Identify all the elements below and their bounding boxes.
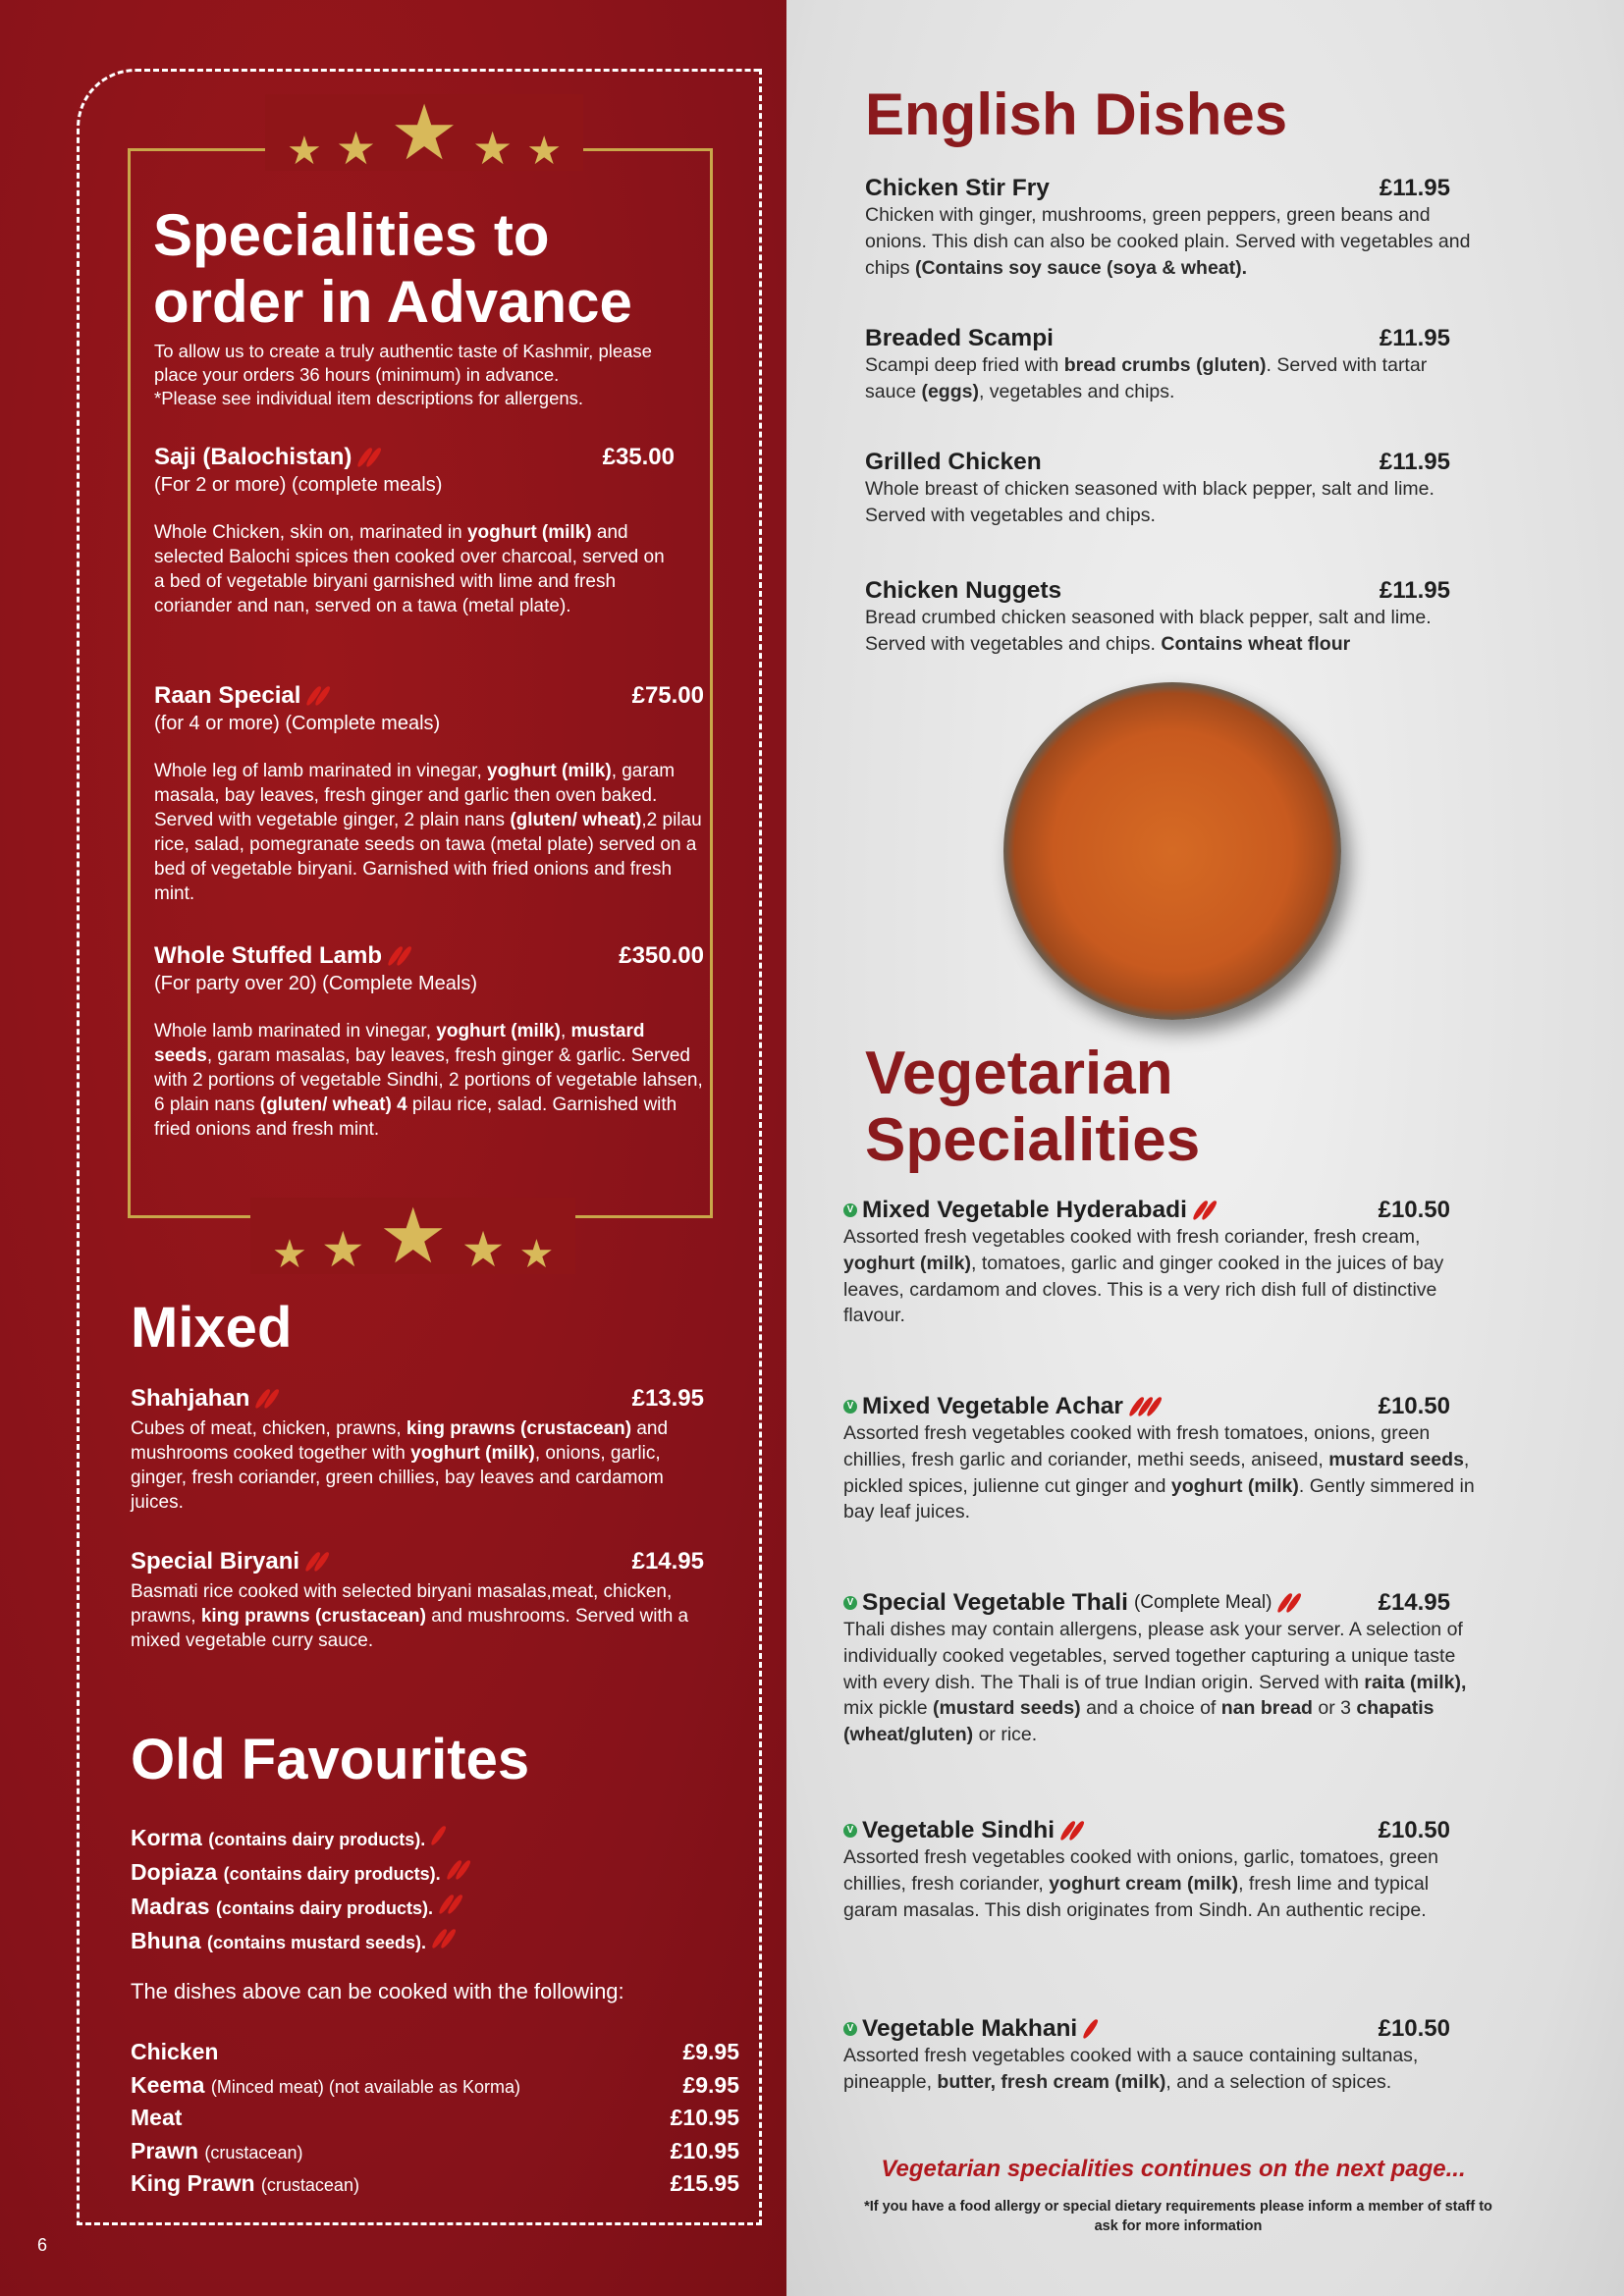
star-icon: ★	[272, 1233, 307, 1276]
chilli-rating	[1131, 1397, 1158, 1416]
specialities-intro	[154, 340, 652, 410]
menu-item	[131, 1385, 704, 1515]
item-description	[865, 202, 1476, 281]
allergen-text: yoghurt (milk)	[487, 761, 612, 781]
description-text: , onions, garlic, ginger, fresh coriander, green chillies, bay leaves and cardamom juices.	[131, 1443, 664, 1513]
allergy-footnote: *If you have a food allergy or special dietary requirements please inform a member of staff to ask for more information	[864, 2199, 1492, 2234]
chilli-rating	[1085, 2019, 1094, 2039]
description-text: , vegetables and chips.	[978, 380, 1175, 402]
option-name: Meat	[131, 2105, 183, 2130]
allergen-text: mustard seeds	[1328, 1448, 1464, 1470]
item-name-row	[154, 682, 704, 710]
option-label	[131, 2167, 359, 2203]
item-name-row	[131, 1385, 704, 1413]
star-icon: ★	[460, 1222, 506, 1277]
description-text: , garam masalas, bay leaves, fresh ginger & garlic. Served with 2 portions of vegetable Sindhi, 2 portions of vegetable lahsen, 6 plain nans	[154, 1045, 703, 1115]
item-name: Mixed Vegetable Hyderabadi	[862, 1197, 1187, 1223]
description-text: , pickled spices, julienne cut ginger and	[843, 1448, 1470, 1497]
option-price: £9.95	[682, 2071, 739, 2098]
option-note: (crustacean)	[204, 2142, 303, 2163]
menu-item	[865, 175, 1476, 281]
chilli-rating	[1062, 1821, 1080, 1841]
item-description	[154, 1019, 704, 1142]
description-text: ,2 pilau rice, salad, pomegranate seeds on tawa (metal plate) served on a bed of vegetable biryani. Garnished with fried onions and fresh mint.	[154, 810, 702, 904]
old-favourites-list	[131, 1822, 466, 1959]
item-name-row	[865, 577, 1476, 605]
item-name-row	[865, 175, 1476, 202]
item-name-row	[843, 1393, 1476, 1420]
description-text: Scampi deep fried with	[865, 354, 1064, 376]
description-text: Thali dishes may contain allergens, please ask your server. A selection of individually cooked vegetables, served together capturing a unique taste with every dish. The Thali is of true Indian origin. Served with	[843, 1619, 1463, 1693]
chilli-rating	[390, 946, 407, 966]
description-text: Basmati rice cooked with selected biryani masalas,meat, chicken, prawns,	[131, 1581, 673, 1627]
dish-name: Bhuna	[131, 1928, 201, 1953]
allergen-text: king prawns (crustacean)	[200, 1606, 426, 1627]
description-text: and selected Balochi spices then cooked over charcoal, served on a bed of vegetable biryani garnished with lime and fresh coriander and nan, served on a tawa (metal plate).	[154, 522, 665, 616]
item-name-row	[154, 444, 675, 471]
menu-item	[843, 1197, 1476, 1329]
item-description	[865, 352, 1476, 405]
chilli-rating	[359, 448, 377, 467]
item-price: £350.00	[619, 942, 704, 969]
chilli-icon	[429, 1825, 448, 1845]
description-text: Assorted fresh vegetables cooked with fresh coriander, fresh cream,	[843, 1226, 1421, 1248]
option-label	[131, 2036, 218, 2069]
item-name-row	[865, 325, 1476, 352]
item-name-row	[843, 1817, 1476, 1844]
item-price: £75.00	[631, 682, 704, 709]
allergen-text: (mustard seeds)	[933, 1697, 1081, 1720]
description-text: mix pickle	[843, 1697, 934, 1720]
dish-note: (contains mustard seeds).	[206, 1933, 427, 1952]
options-intro: The dishes above can be cooked with the following:	[131, 1979, 624, 2003]
chilli-rating	[307, 1552, 325, 1572]
item-note: (for 4 or more) (Complete meals)	[154, 713, 441, 734]
option-price: £10.95	[670, 2137, 739, 2163]
favourite-dish	[131, 1925, 466, 1959]
protein-option	[131, 2135, 739, 2170]
dish-name: Madras	[131, 1894, 210, 1919]
description-text: Assorted fresh vegetables cooked with fresh tomatoes, onions, green chillies, fresh garlic and coriander, methi seeds, aniseed,	[843, 1422, 1431, 1470]
old-favourites-heading: Old Favourites	[131, 1728, 530, 1791]
item-price: £14.95	[1378, 1589, 1450, 1616]
item-name-row	[154, 942, 704, 970]
item-description	[843, 1420, 1476, 1525]
item-note: (For party over 20) (Complete Meals)	[154, 973, 477, 994]
top-stars	[265, 89, 583, 176]
menu-item	[865, 577, 1476, 658]
item-name: Breaded Scampi	[865, 325, 1054, 351]
vegetarian-badge-icon: V	[843, 1203, 857, 1217]
vegetarian-badge-icon: V	[843, 1824, 857, 1838]
menu-item	[865, 449, 1476, 529]
allergen-text: raita (milk),	[1364, 1671, 1467, 1693]
item-name: Chicken Nuggets	[865, 577, 1062, 604]
item-name: Saji (Balochistan)	[154, 444, 352, 470]
allergen-text: yoghurt (milk)	[466, 522, 592, 543]
english-heading: English Dishes	[865, 81, 1288, 147]
vegetarian-badge-icon: V	[843, 2022, 857, 2036]
item-description	[154, 759, 704, 906]
option-label	[131, 2102, 182, 2135]
star-icon: ★	[390, 89, 460, 176]
item-description	[865, 476, 1476, 529]
allergen-text: (gluten/ wheat)	[510, 810, 642, 830]
menu-item	[843, 1817, 1476, 1923]
title-line: Specialities to	[153, 202, 550, 268]
menu-item	[843, 1393, 1476, 1525]
intro-line: *Please see individual item descriptions for allergens.	[154, 388, 584, 408]
item-description	[131, 1579, 704, 1653]
favourite-dish	[131, 1856, 466, 1891]
item-price: £11.95	[1379, 577, 1450, 604]
item-price: £10.50	[1378, 1197, 1450, 1223]
intro-line: To allow us to create a truly authentic taste of Kashmir, please	[154, 341, 652, 361]
description-text: and a choice of	[1080, 1697, 1221, 1720]
description-text: , tomatoes, garlic and ginger cooked in the juices of bay leaves, cardamom and cloves. This is a very rich dish full of distinctive flavour.	[843, 1252, 1444, 1327]
option-price: £15.95	[670, 2170, 739, 2196]
item-description	[843, 1224, 1476, 1329]
item-description	[843, 1844, 1476, 1923]
star-icon: ★	[378, 1193, 448, 1279]
continues-note: Vegetarian specialities continues on the next page...	[881, 2156, 1466, 2182]
item-name: Shahjahan	[131, 1385, 250, 1412]
favourite-dish	[131, 1822, 466, 1856]
description-text: Assorted fresh vegetables cooked with onions, garlic, tomatoes, green chillies, fresh coriander,	[843, 1846, 1438, 1895]
chilli-rating	[308, 686, 326, 706]
item-name-row	[843, 1197, 1476, 1224]
allergen-text: chapatis (wheat/gluten)	[843, 1697, 1435, 1746]
option-name: Chicken	[131, 2039, 219, 2064]
title-line: order in Advance	[153, 269, 632, 335]
allergen-text: bread crumbs (gluten)	[1063, 354, 1267, 376]
chilli-rating	[441, 1895, 459, 1914]
allergen-text: king prawns (crustacean)	[406, 1418, 632, 1439]
star-icon: ★	[287, 130, 322, 173]
allergen-text: (gluten/ wheat) 4	[259, 1095, 407, 1115]
item-name: Mixed Vegetable Achar	[862, 1393, 1123, 1419]
item-price: £11.95	[1379, 325, 1450, 351]
item-name-row	[131, 1548, 704, 1575]
title-line: Specialities	[865, 1106, 1201, 1174]
description-text: . Gently simmered in bay leaf juices.	[843, 1474, 1475, 1523]
star-icon: ★	[335, 123, 377, 174]
item-name-row	[843, 1589, 1476, 1617]
allergen-text: yoghurt cream (milk)	[1049, 1872, 1239, 1895]
chilli-rating	[1195, 1201, 1213, 1220]
mixed-heading: Mixed	[131, 1296, 293, 1360]
description-text: pilau rice, salad. Garnished with fried onions and fresh mint.	[154, 1095, 677, 1140]
menu-item	[154, 444, 675, 618]
allergen-text: (Contains soy sauce (soya & wheat).	[914, 256, 1248, 279]
item-price: £14.95	[631, 1548, 704, 1575]
description-text: and mushrooms. Served with a mixed vegetable curry sauce.	[131, 1606, 689, 1651]
option-label	[131, 2135, 302, 2170]
item-name: Vegetable Makhani	[862, 2015, 1078, 2042]
item-description	[131, 1416, 704, 1515]
intro-line: place your orders 36 hours (minimum) in advance.	[154, 364, 560, 385]
item-price: £10.50	[1378, 1393, 1450, 1419]
option-note: (Minced meat) (not available as Korma)	[210, 2076, 520, 2097]
option-price: £9.95	[682, 2039, 739, 2064]
item-description	[154, 520, 675, 618]
description-text: or rice.	[973, 1724, 1038, 1746]
description-text: Chicken with ginger, mushrooms, green peppers, green beans and onions. This dish can also be cooked plain. Served with vegetables and chips	[865, 204, 1471, 279]
dish-note: (contains dairy products).	[223, 1864, 441, 1884]
description-text: , fresh lime and typical garam masalas. This dish originates from Sindh. An authentic recipe.	[843, 1872, 1430, 1921]
vegetarian-badge-icon: V	[843, 1400, 857, 1414]
item-price: £10.50	[1378, 1817, 1450, 1843]
left-panel	[0, 0, 786, 2296]
item-description	[865, 605, 1476, 658]
allergen-text: mustard seeds	[154, 1021, 645, 1066]
item-name-row	[865, 449, 1476, 476]
item-name: Special Vegetable Thali	[862, 1589, 1128, 1616]
protein-option	[131, 2069, 739, 2105]
description-text: , and a selection of spices.	[1165, 2070, 1392, 2093]
description-text: ,	[560, 1021, 571, 1041]
description-text: Cubes of meat, chicken, prawns,	[131, 1418, 406, 1439]
item-name: Vegetable Sindhi	[862, 1817, 1056, 1843]
description-text: Bread crumbed chicken seasoned with black pepper, salt and lime. Served with vegetables and chips.	[865, 607, 1432, 655]
specialities-title	[153, 202, 632, 336]
menu-item	[843, 2015, 1476, 2096]
allergen-text: butter, fresh cream (milk)	[937, 2070, 1166, 2093]
allergen-text: yoghurt (milk)	[436, 1021, 561, 1041]
chilli-rating	[257, 1389, 275, 1409]
allergen-text: yoghurt (milk)	[843, 1252, 971, 1274]
option-label	[131, 2069, 520, 2105]
option-name: Keema	[131, 2071, 205, 2098]
title-line: Vegetarian	[865, 1040, 1173, 1107]
description-text: Whole Chicken, skin on, marinated in	[154, 522, 467, 543]
option-name: King Prawn	[131, 2170, 255, 2196]
item-name: Grilled Chicken	[865, 449, 1042, 475]
page-number: 6	[37, 2235, 48, 2255]
allergen-text: (eggs)	[921, 380, 979, 402]
description-text: and mushrooms cooked together with	[131, 1418, 669, 1464]
description-text: , garam masala, bay leaves, fresh ginger and garlic then oven baked. Served with vegetable ginger, 2 plain nans	[154, 761, 676, 830]
description-text: Assorted fresh vegetables cooked with a sauce containing sultanas, pineapple,	[843, 2045, 1419, 2093]
chilli-rating	[1279, 1593, 1297, 1613]
item-name-row	[843, 2015, 1476, 2043]
chilli-rating	[434, 1929, 452, 1949]
dish-note: (contains dairy products).	[208, 1830, 426, 1849]
item-description	[843, 2043, 1476, 2096]
protein-option	[131, 2167, 739, 2203]
item-name: Whole Stuffed Lamb	[154, 942, 382, 969]
item-price: £10.50	[1378, 2015, 1450, 2042]
dish-note: (contains dairy products).	[215, 1898, 433, 1918]
item-name: Chicken Stir Fry	[865, 175, 1050, 201]
option-price: £10.95	[670, 2105, 739, 2130]
favourite-dish	[131, 1891, 466, 1925]
menu-item	[843, 1589, 1476, 1748]
dish-name: Korma	[131, 1825, 202, 1850]
star-icon: ★	[518, 1233, 555, 1276]
description-text: Whole lamb marinated in vinegar,	[154, 1021, 437, 1041]
vegetarian-badge-icon: V	[843, 1596, 857, 1610]
description-text: Whole breast of chicken seasoned with black pepper, salt and lime. Served with vegetables and chips.	[865, 478, 1435, 526]
item-note: (For 2 or more) (complete meals)	[154, 474, 443, 496]
chilli-icon	[1081, 2018, 1100, 2039]
item-price: £35.00	[602, 444, 675, 470]
item-price: £13.95	[631, 1385, 704, 1412]
menu-item	[154, 682, 704, 906]
allergen-text: yoghurt (milk)	[1170, 1474, 1299, 1497]
chilli-rating	[449, 1860, 466, 1880]
protein-option	[131, 2102, 739, 2135]
description-text: Whole leg of lamb marinated in vinegar,	[154, 761, 488, 781]
description-text: . Served with tartar sauce	[865, 354, 1428, 402]
item-price: £11.95	[1379, 449, 1450, 475]
option-name: Prawn	[131, 2137, 199, 2163]
item-name: Special Biryani	[131, 1548, 300, 1575]
item-price: £11.95	[1379, 175, 1450, 201]
item-suffix: (Complete Meal)	[1133, 1592, 1272, 1613]
option-note: (crustacean)	[260, 2175, 359, 2195]
chilli-rating	[433, 1826, 442, 1845]
dish-name: Dopiaza	[131, 1859, 218, 1885]
vegetarian-heading	[865, 1041, 1200, 1174]
protein-option	[131, 2036, 739, 2069]
description-text: or 3	[1312, 1697, 1357, 1720]
curry-dish-image	[1003, 682, 1341, 1020]
allergen-text: Contains wheat flour	[1161, 632, 1351, 655]
allergen-text: nan bread	[1220, 1697, 1313, 1720]
menu-item	[865, 325, 1476, 405]
bottom-stars	[250, 1193, 575, 1279]
allergen-text: yoghurt (milk)	[410, 1443, 535, 1464]
menu-item	[154, 942, 704, 1142]
item-description	[843, 1617, 1476, 1748]
menu-item	[131, 1548, 704, 1653]
star-icon: ★	[320, 1222, 365, 1277]
item-name: Raan Special	[154, 682, 301, 709]
star-icon: ★	[526, 130, 563, 173]
star-icon: ★	[472, 123, 514, 174]
